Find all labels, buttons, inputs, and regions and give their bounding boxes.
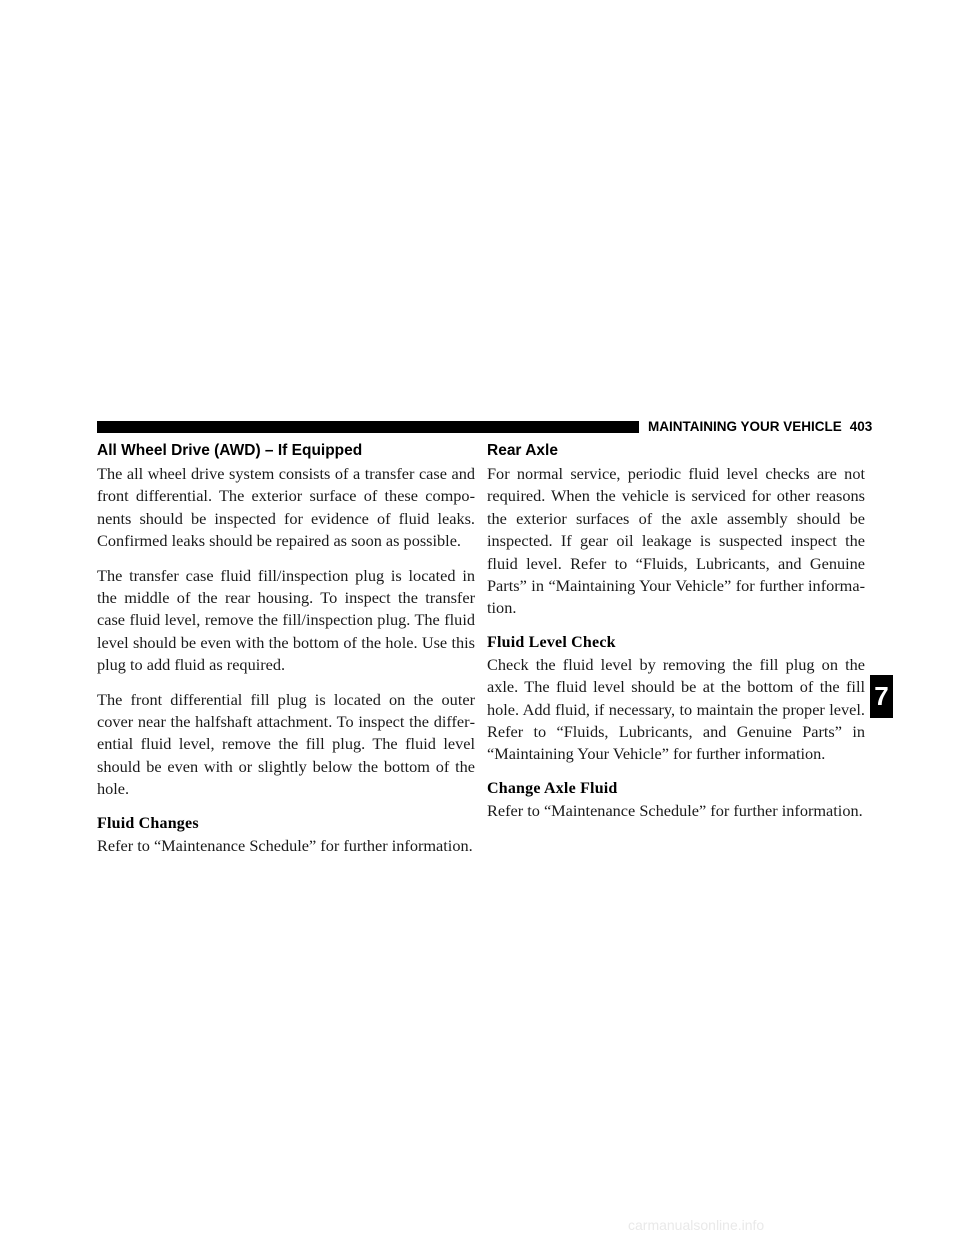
awd-paragraph-2: The transfer case fluid fill/inspection plug is located in the middle of the rear housing. To inspect the transfer case fluid level, remove the fill/inspection plug. The fluid level should be even with the bottom of the hole. Use this plug to add fluid as required. — [97, 565, 475, 675]
change-axle-fluid-text: Refer to “Maintenance Schedule” for further information. — [487, 800, 863, 820]
fluid-level-check-text: Check the fluid level by removing the fill plug on the axle. The fluid level should be at the bottom of the fill hole. Add fluid, if necessary, to maintain the proper level. Refer to “Fluids, Lubricants, and Genuine Parts” in “Maintaining Your Vehicle” for further information. — [487, 654, 865, 764]
rear-axle-intro: For normal service, periodic fluid level checks are not required. When the vehicle is serviced for other reasons the exterior surfaces of the axle assembly should be inspected. If gear oil leakage is suspected inspect the fluid level. Refer to “Fluids, Lubricants, and Genuine Parts” in “Maintaining Your Vehicle” for further information. — [487, 464, 865, 618]
header-rule — [97, 421, 639, 433]
left-column — [97, 441, 475, 869]
rear-axle-heading: Rear Axle — [487, 442, 558, 459]
fluid-changes-text: Refer to “Maintenance Schedule” for further information. — [97, 835, 473, 855]
awd-paragraph-3: The front differential fill plug is located on the outer cover near the halfshaft attachment. To inspect the differential fluid level, remove the fill plug. The fluid level should be even with or slightly below the bottom of the hole. — [97, 689, 475, 799]
fluid-level-check-heading: Fluid Level Check — [487, 633, 616, 651]
running-header — [648, 418, 873, 436]
awd-paragraph-1: The all wheel drive system consists of a transfer case and front differential. The exterior surface of these components should be inspected for evidence of fluid leaks. Confirmed leaks should be repaired as soon as possible. — [97, 464, 475, 551]
watermark: carmanualsonline.info — [628, 1217, 765, 1233]
awd-heading: All Wheel Drive (AWD) – If Equipped — [97, 442, 363, 459]
right-column — [487, 441, 865, 834]
chapter-tab: 7 — [870, 675, 893, 718]
page-number: 403 — [849, 419, 873, 434]
change-axle-fluid-heading: Change Axle Fluid — [487, 779, 618, 797]
section-title: MAINTAINING YOUR VEHICLE — [648, 419, 842, 434]
fluid-changes-heading: Fluid Changes — [97, 814, 199, 832]
